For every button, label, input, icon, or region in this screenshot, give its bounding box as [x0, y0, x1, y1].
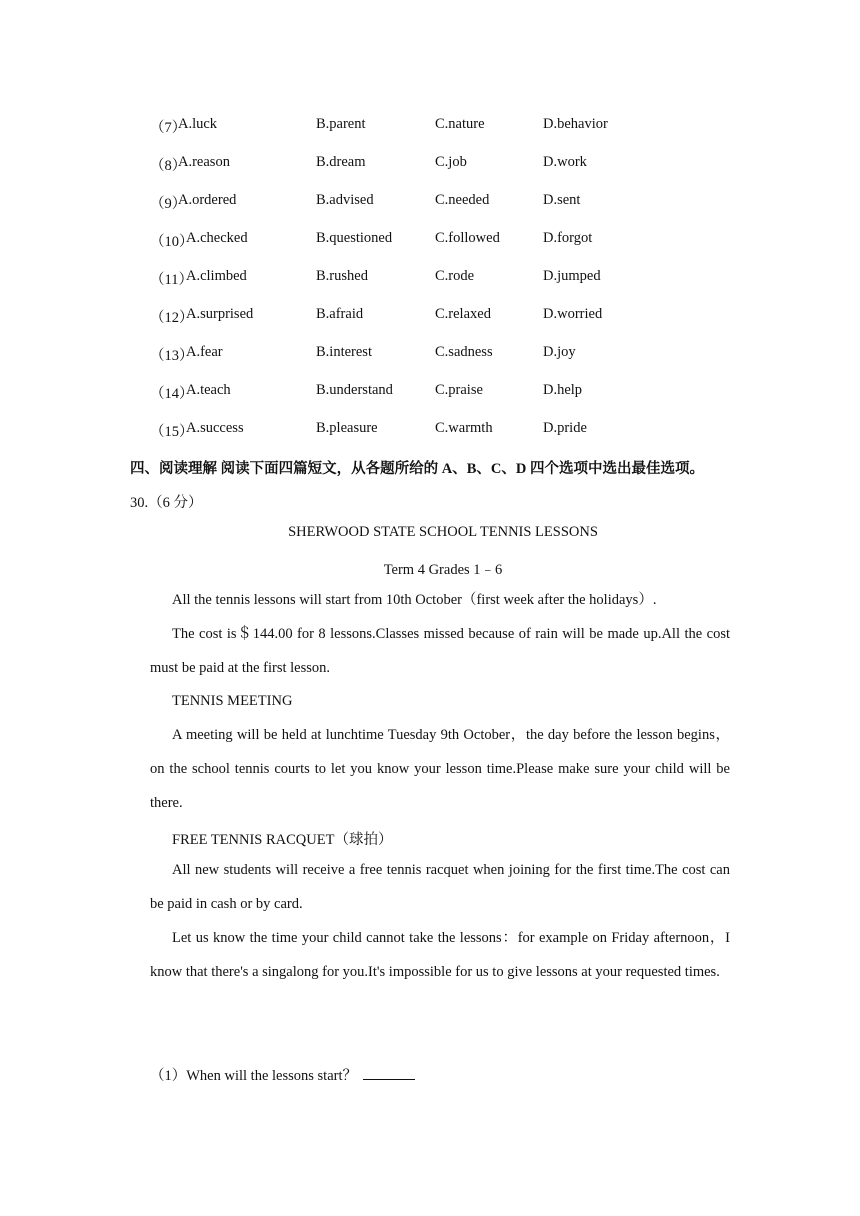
option-d: D.worried — [543, 306, 603, 322]
question-number: （13） — [150, 348, 194, 364]
option-row — [150, 192, 750, 214]
option-a: A.surprised — [186, 306, 254, 322]
option-b: B.advised — [316, 192, 374, 208]
option-a: A.teach — [186, 382, 231, 398]
option-a: A.ordered — [178, 192, 237, 208]
option-row — [150, 306, 750, 328]
paragraph-text: A meeting will be held at lunchtime Tuesday 9th October，the day before the lesson begins，on the school tennis courts to let you know your lesson time.Please make sure your child will be there. — [150, 727, 730, 811]
option-c: C.rode — [435, 268, 475, 284]
option-d: D.behavior — [543, 116, 608, 132]
option-a: A.climbed — [186, 268, 247, 284]
option-b: B.rushed — [316, 268, 368, 284]
passage-subtitle: Term 4 Grades 1﹣6 — [383, 562, 503, 578]
paragraph-text: All the tennis lessons will start from 10th October（first week after the holidays）. — [172, 592, 657, 608]
option-a: A.fear — [186, 344, 223, 360]
question-number: （14） — [150, 386, 194, 402]
passage-paragraph — [150, 853, 730, 921]
passage-paragraph — [150, 718, 730, 820]
passage-paragraph — [150, 921, 730, 989]
question-number: （15） — [150, 424, 194, 440]
question-number: （8） — [150, 158, 187, 174]
option-d: D.joy — [543, 344, 576, 360]
option-c: C.praise — [435, 382, 483, 398]
question-item — [150, 1064, 415, 1085]
option-c: C.sadness — [435, 344, 493, 360]
option-d: D.forgot — [543, 230, 593, 246]
option-d: D.sent — [543, 192, 581, 208]
option-a: A.success — [186, 420, 244, 436]
passage-paragraph — [150, 583, 730, 617]
section-heading-racquet: FREE TENNIS RACQUET（球拍） — [172, 832, 393, 848]
option-b: B.parent — [316, 116, 366, 132]
option-a: A.luck — [178, 116, 218, 132]
option-c: C.warmth — [435, 420, 493, 436]
option-d: D.jumped — [543, 268, 601, 284]
option-c: C.followed — [435, 230, 500, 246]
option-b: B.pleasure — [316, 420, 378, 436]
paragraph-text: Let us know the time your child cannot take the lessons：for example on Friday afternoon，I know that there's a singalong for you.It's impossible for us to give lessons at your requested times. — [150, 930, 730, 980]
option-a: A.reason — [178, 154, 230, 170]
option-c: C.relaxed — [435, 306, 491, 322]
paragraph-text: All new students will receive a free tennis racquet when joining for the first time.The cost can be paid in cash or by card. — [150, 862, 730, 912]
option-a: A.checked — [186, 230, 248, 246]
option-b: B.afraid — [316, 306, 364, 322]
question-number: （11） — [150, 272, 193, 288]
question-number: （9） — [150, 196, 187, 212]
option-row — [150, 154, 750, 176]
answer-blank[interactable] — [363, 1065, 415, 1080]
section-title: 四、阅读理解 阅读下面四篇短文，从各题所给的 A、B、C、D 四个选项中选出最佳选项。 — [130, 461, 704, 477]
section-heading-meeting: TENNIS MEETING — [172, 693, 293, 709]
option-b: B.dream — [316, 154, 366, 170]
option-row — [150, 230, 750, 252]
option-c: C.nature — [435, 116, 485, 132]
option-b: B.understand — [316, 382, 393, 398]
option-c: C.needed — [435, 192, 490, 208]
option-row — [150, 420, 750, 442]
option-row — [150, 382, 750, 404]
option-row — [150, 116, 750, 138]
option-d: D.work — [543, 154, 587, 170]
option-d: D.help — [543, 382, 583, 398]
question-text: （1）When will the lessons start？ — [150, 1068, 357, 1084]
option-b: B.questioned — [316, 230, 393, 246]
option-row — [150, 344, 750, 366]
paragraph-text: The cost is＄144.00 for 8 lessons.Classes missed because of rain will be made up.All the cost must be paid at the first lesson. — [150, 626, 730, 676]
question-number: （7） — [150, 120, 187, 136]
option-row — [150, 268, 750, 290]
question-number: （12） — [150, 310, 194, 326]
option-b: B.interest — [316, 344, 372, 360]
option-c: C.job — [435, 154, 467, 170]
passage-paragraph — [150, 617, 730, 685]
option-d: D.pride — [543, 420, 587, 436]
question-label: 30.（6 分） — [130, 495, 203, 511]
passage-title: SHERWOOD STATE SCHOOL TENNIS LESSONS — [288, 524, 598, 540]
question-number: （10） — [150, 234, 194, 250]
